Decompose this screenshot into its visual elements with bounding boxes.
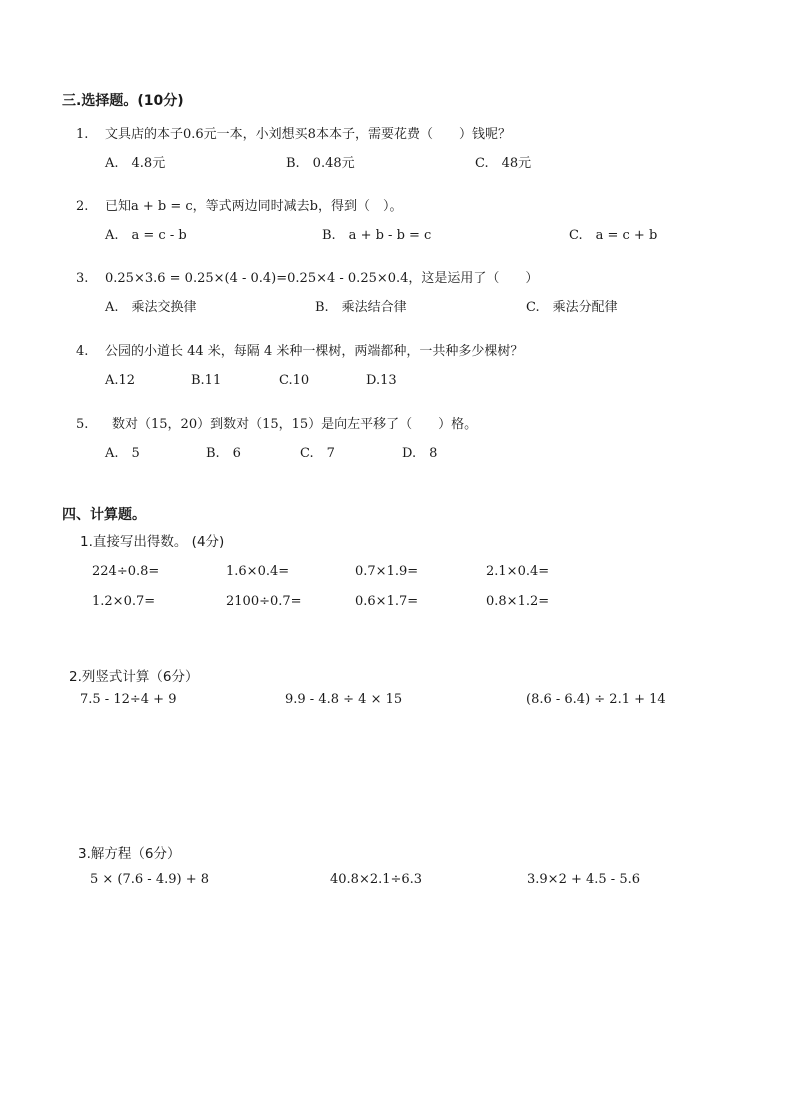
vertical-calc-item: 7.5 - 12÷4 + 9	[80, 692, 177, 707]
oral-calc-item: 1.2×0.7=	[92, 594, 156, 609]
question-1-option-b: B. 0.48元	[286, 156, 355, 171]
part-1-title: 1.直接写出得数。 (4分)	[80, 534, 225, 550]
section-4-title: 四、计算题。	[62, 507, 146, 523]
part-2-title: 2.列竖式计算（6分）	[69, 669, 199, 685]
question-3-text: 0.25×3.6 = 0.25×(4 - 0.4)=0.25×4 - 0.25×0.4，这是运用了（ ）	[105, 271, 539, 286]
oral-calc-item: 2100÷0.7=	[226, 594, 302, 609]
part-3-title: 3.解方程（6分）	[78, 846, 181, 862]
question-4-text: 公园的小道长 44 米，每隔 4 米种一棵树，两端都种，一共种多少棵树？	[105, 344, 524, 359]
oral-calc-item: 224÷0.8=	[92, 564, 160, 579]
question-3-option-c: C. 乘法分配律	[526, 300, 618, 315]
question-1-option-c: C. 48元	[475, 156, 532, 171]
question-1-text: 文具店的本子0.6元一本，小刘想买8本本子，需要花费（ ）钱呢？	[105, 127, 511, 142]
question-5-option-a: A. 5	[105, 446, 140, 461]
question-4-option-a: A.12	[105, 373, 136, 388]
question-5-option-c: C. 7	[300, 446, 335, 461]
question-5-option-d: D. 8	[402, 446, 438, 461]
equation-item: 3.9×2 + 4.5 - 5.6	[527, 872, 641, 887]
oral-calc-item: 0.7×1.9=	[355, 564, 419, 579]
question-3-option-a: A. 乘法交换律	[105, 300, 197, 315]
question-4-option-b: B.11	[191, 373, 222, 388]
question-2-option-c: C. a = c + b	[569, 228, 658, 243]
oral-calc-item: 0.8×1.2=	[486, 594, 550, 609]
question-5-number: 5.	[76, 417, 89, 432]
question-2-number: 2.	[76, 199, 89, 214]
question-5-option-b: B. 6	[206, 446, 241, 461]
section-3-title: 三.选择题。(10分)	[62, 93, 184, 109]
oral-calc-item: 2.1×0.4=	[486, 564, 550, 579]
question-2-option-b: B. a + b - b = c	[322, 228, 432, 243]
oral-calc-item: 1.6×0.4=	[226, 564, 290, 579]
question-3-number: 3.	[76, 271, 89, 286]
question-2-option-a: A. a = c - b	[105, 228, 187, 243]
question-4-option-d: D.13	[366, 373, 397, 388]
question-4-option-c: C.10	[279, 373, 310, 388]
equation-item: 40.8×2.1÷6.3	[330, 872, 423, 887]
question-1-option-a: A. 4.8元	[105, 156, 166, 171]
vertical-calc-item: (8.6 - 6.4) ÷ 2.1 + 14	[526, 692, 666, 707]
question-4-number: 4.	[76, 344, 89, 359]
question-2-text: 已知a + b = c，等式两边同时减去b，得到（ ）。	[105, 199, 403, 214]
oral-calc-item: 0.6×1.7=	[355, 594, 419, 609]
question-5-text: 数对（15，20）到数对（15，15）是向左平移了（ ）格。	[112, 417, 478, 432]
question-3-option-b: B. 乘法结合律	[315, 300, 407, 315]
vertical-calc-item: 9.9 - 4.8 ÷ 4 × 15	[285, 692, 403, 707]
equation-item: 5 × (7.6 - 4.9) + 8	[90, 872, 210, 887]
question-1-number: 1.	[76, 127, 89, 142]
